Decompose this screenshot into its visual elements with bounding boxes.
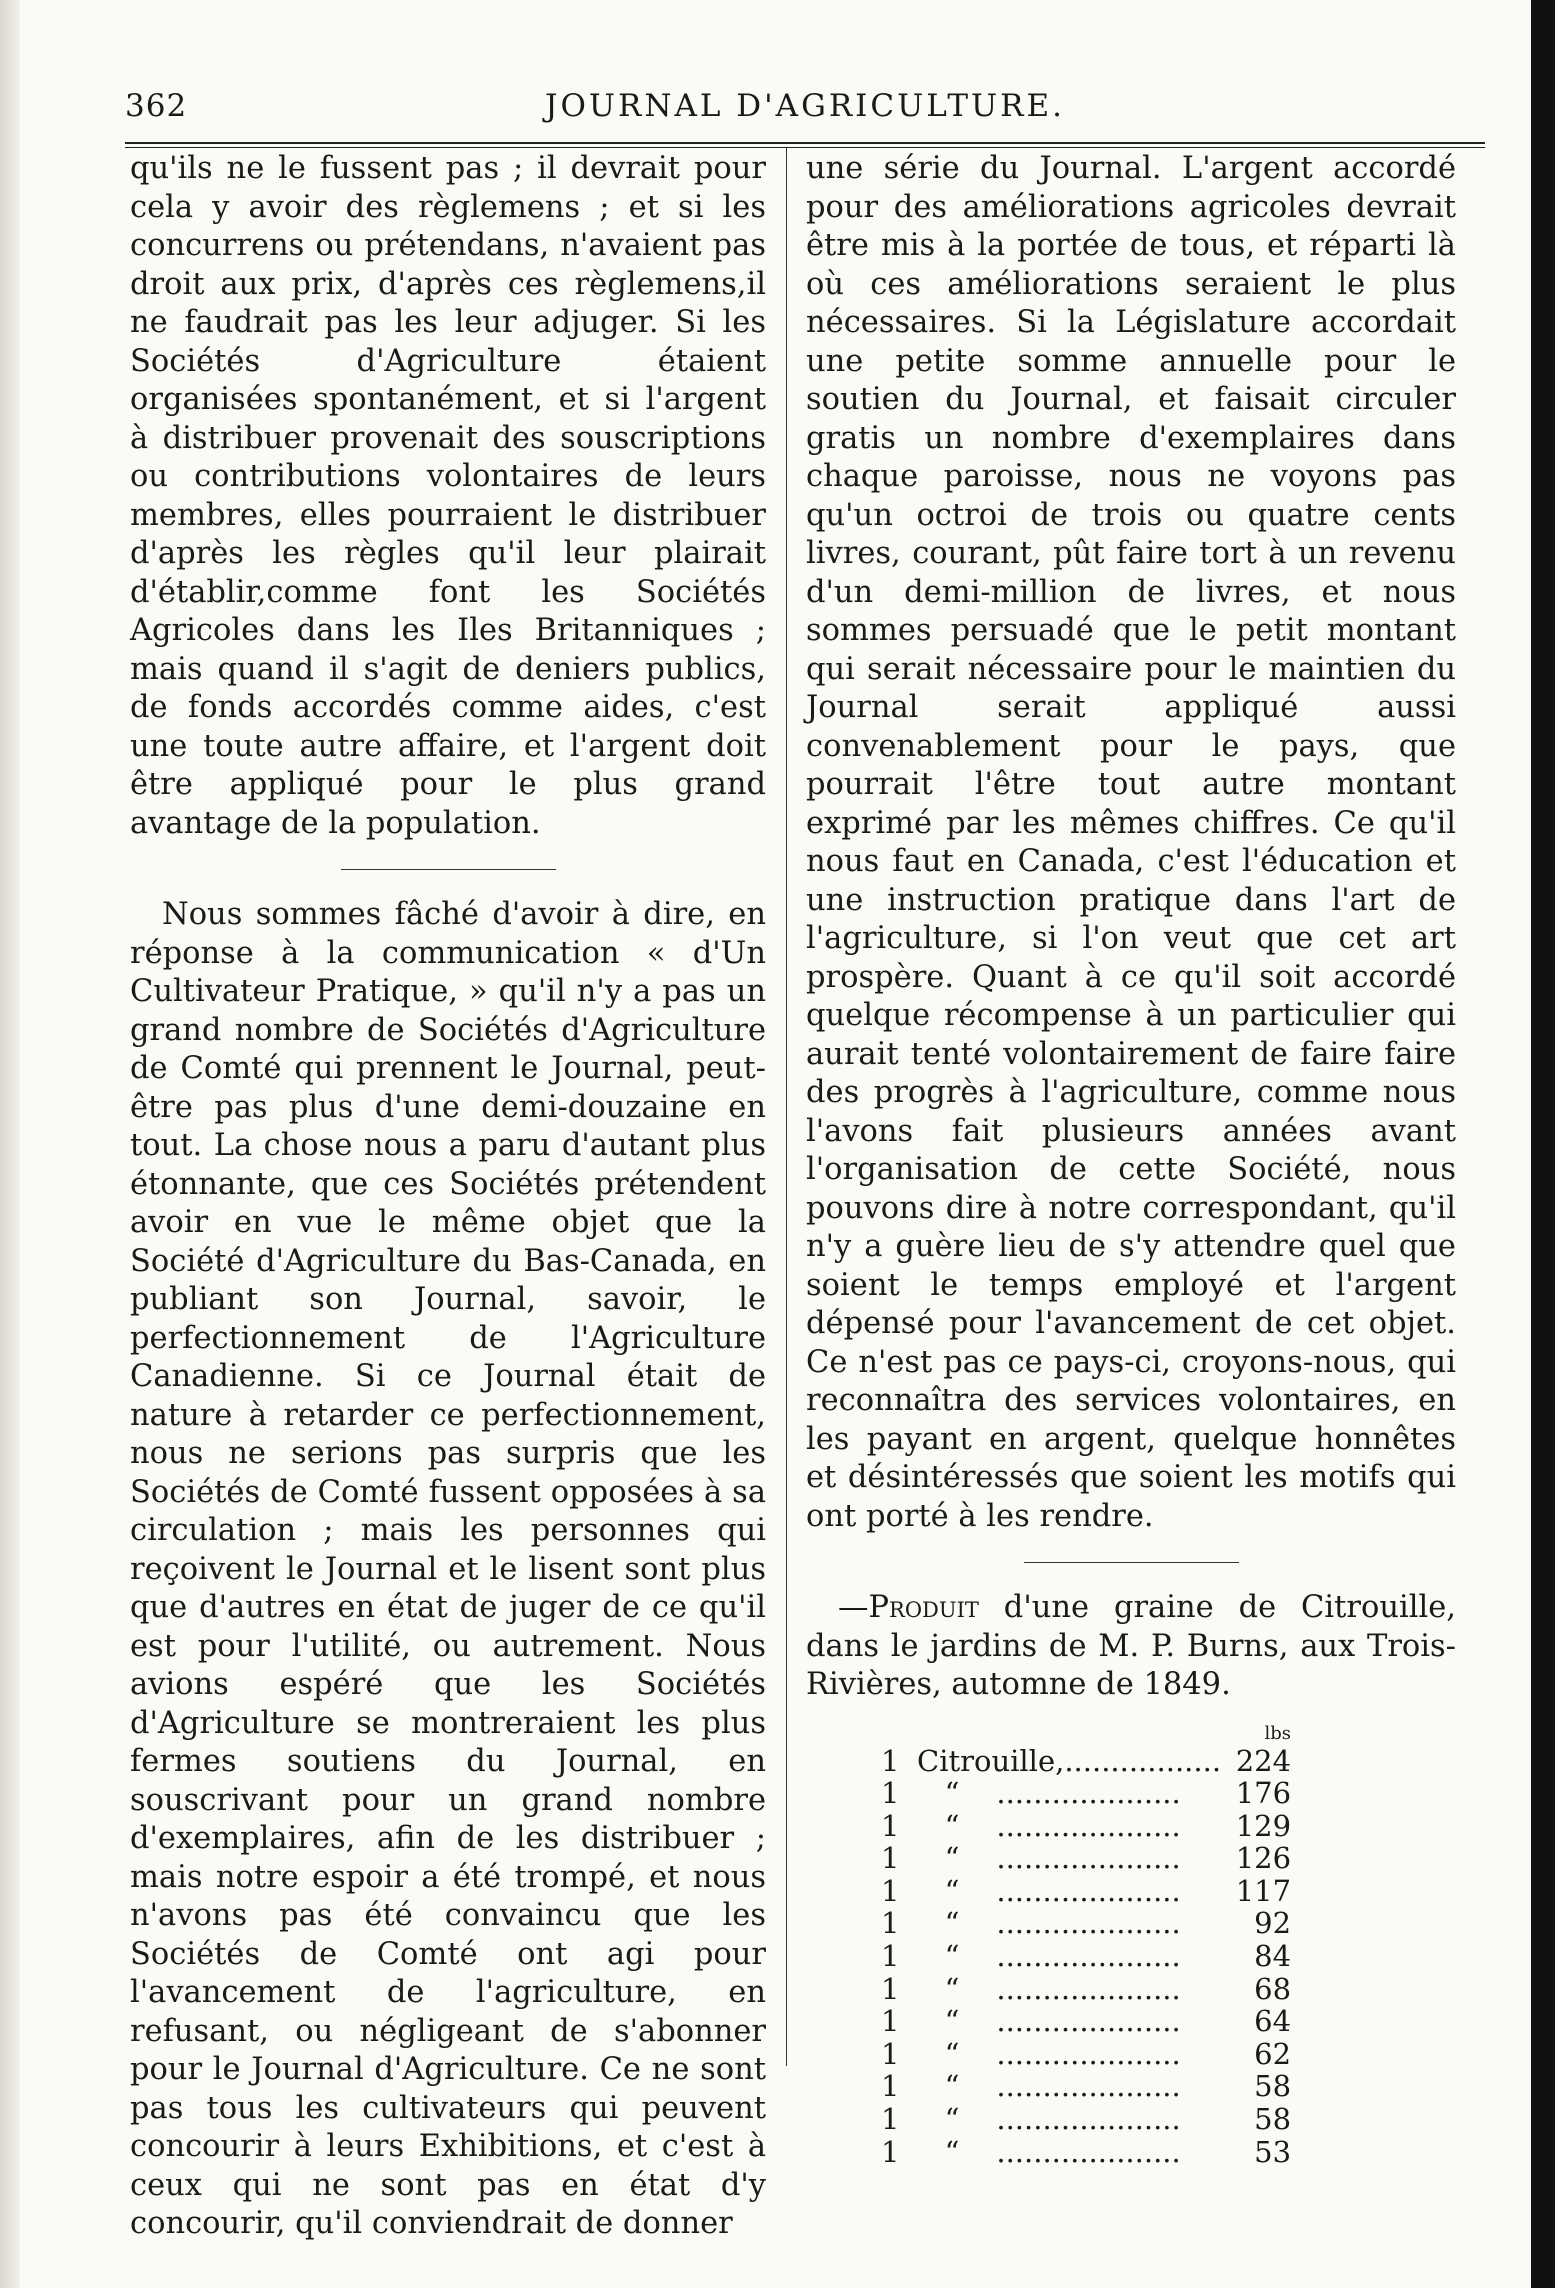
table-qty: 1: [881, 1971, 900, 2006]
table-row: [881, 1973, 1291, 2006]
table-item: “ ....................: [917, 2036, 1181, 2071]
table-weight: 126: [1235, 1841, 1292, 1876]
table-weight: 92: [1254, 1906, 1292, 1941]
page-edge-right: [1531, 0, 1555, 2288]
table-weight: 68: [1254, 1971, 1292, 2006]
table-weight: 84: [1254, 1939, 1292, 1974]
produce-heading-text: d'une graine de Citrouille, dans le jardins de M. P. Burns, aux Trois-Rivières, automne de 1849.: [806, 1590, 1456, 1702]
table-item: Citrouille,.................: [917, 1743, 1222, 1778]
table-row: [881, 1940, 1291, 1973]
table-item: “ ....................: [917, 1939, 1181, 1974]
running-title: JOURNAL D'AGRICULTURE.: [545, 88, 1065, 124]
page-number: 362: [125, 88, 188, 124]
table-weight: 58: [1254, 2069, 1292, 2104]
table-row: [881, 2136, 1291, 2169]
table-weight: 176: [1235, 1776, 1292, 1811]
produce-heading-lead: —Produit: [838, 1590, 979, 1625]
table-row: [881, 2103, 1291, 2136]
table-weight: 224: [1235, 1743, 1292, 1778]
table-item: “ ....................: [917, 1808, 1181, 1843]
table-qty: 1: [881, 2069, 900, 2104]
left-paragraph-2: Nous sommes fâché d'avoir à dire, en réponse à la communication « d'Un Cultivateur Pratique, » qu'il n'y a pas un grand nombre de Sociétés d'Agriculture de Comté qui prennent le Journal, peut-être pas plus d'une demi-douzaine en tout. La chose nous a paru d'autant plus étonnante, que ces Sociétés prétendent avoir en vue le même objet que la Société d'Agriculture du Bas-Canada, en publiant son Journal, savoir, le perfectionnement de l'Agriculture Canadienne. Si ce Journal était de nature à retarder ce perfectionnement, nous ne serions pas surpris que les Sociétés de Comté fussent opposées à sa circulation ; mais les personnes qui reçoivent le Journal et le lisent sont plus que d'autres en état de juger de ce qu'il est pour l'utilité, ou autrement. Nous avions espéré que les Sociétés d'Agriculture se montreraient les plus fermes soutiens du Journal, en souscrivant pour un grand nombre d'exemplaires, afin de les distribuer ; mais notre espoir a été trompé, et nous n'avons pas été convaincu que les Sociétés de Comté ont agi pour l'avancement de l'agriculture, en refusant, ou négligeant de s'abonner pour le Journal d'Agriculture. Ce ne sont pas tous les cultivateurs qui peuvent concourir à leurs Exhibitions, et c'est à ceux qui ne sont pas en état d'y concourir, qu'il conviendrait de donner: [130, 897, 766, 2241]
table-row: [881, 2070, 1291, 2103]
table-row: [881, 1745, 1291, 1778]
table-row: [881, 1875, 1291, 1908]
column-divider: [786, 148, 787, 2066]
table-qty: 1: [881, 1808, 900, 1843]
header-rule: [125, 142, 1485, 148]
table-weight: 64: [1254, 2004, 1292, 2039]
table-weight: 62: [1254, 2036, 1292, 2071]
table-qty: 1: [881, 1776, 900, 1811]
right-column: [806, 150, 1456, 2168]
table-item: “ ....................: [917, 1971, 1181, 2006]
table-qty: 1: [881, 1743, 900, 1778]
table-row: [881, 1907, 1291, 1940]
table-row: [881, 2005, 1291, 2038]
table-item: “ ....................: [917, 1841, 1181, 1876]
table-unit-row: [881, 1723, 1291, 1745]
table-row: [881, 1842, 1291, 1875]
table-item: “ ....................: [917, 1873, 1181, 1908]
produce-heading: [806, 1589, 1456, 1705]
right-paragraph-1: une série du Journal. L'argent accordé pour des améliorations agricoles devrait être mis à la portée de tous, et réparti là où ces améliorations seraient le plus nécessaires. Si la Législature accordait une petite somme annuelle pour le soutien du Journal, et faisait circuler gratis un nombre d'exemplaires dans chaque paroisse, nous ne voyons pas qu'un octroi de trois ou quatre cents livres, courant, pût faire tort à un revenu d'un demi-million de livres, et nous sommes persuadé que le petit montant qui serait nécessaire pour le maintien du Journal serait appliqué aussi convenablement pour le pays, que pourrait l'être tout autre montant exprimé par les mêmes chiffres. Ce qu'il nous faut en Canada, c'est l'éducation et une instruction pratique dans l'art de l'agriculture, si l'on veut que cet art prospère. Quant à ce qu'il soit accordé quelque récompense à un particulier qui aurait tenté volontairement de faire faire des progrès à l'agriculture, comme nous l'avons fait plusieurs années avant l'organisation de cette Société, nous pouvons dire à notre correspondant, qu'il n'y a guère lieu de s'y attendre quel que soient le temps employé et l'argent dépensé pour l'avancement de cet objet. Ce n'est pas ce pays-ci, croyons-nous, qui reconnaîtra des services volontaires, en les payant en argent, quelque honnêtes et désintéressés que soient les motifs qui ont porté à les rendre.: [806, 151, 1456, 1534]
table-weight: 117: [1235, 1873, 1292, 1908]
table-qty: 1: [881, 2036, 900, 2071]
section-divider-right: [1024, 1562, 1239, 1563]
unit-label: lbs: [1264, 1722, 1292, 1744]
table-qty: 1: [881, 2134, 900, 2169]
table-row: [881, 1777, 1291, 1810]
section-divider-left: [341, 869, 556, 870]
table-row: [881, 1810, 1291, 1843]
table-qty: 1: [881, 2102, 900, 2137]
produce-table: [881, 1723, 1291, 2169]
page-header: [125, 88, 1485, 138]
table-qty: 1: [881, 1841, 900, 1876]
table-item: “ ....................: [917, 1906, 1181, 1941]
table-item: “ ....................: [917, 1776, 1181, 1811]
page-edge-left: [0, 0, 20, 2288]
left-paragraph-1: qu'ils ne le fussent pas ; il devrait pour cela y avoir des règlemens ; et si les concurrens ou prétendans, n'avaient pas droit aux prix, d'après ces règlemens,il ne faudrait pas les leur adjuger. Si les Sociétés d'Agriculture étaient organisées spontanément, et si l'argent à distribuer provenait des souscriptions ou contributions volontaires de leurs membres, elles pourraient le distribuer d'après les règles qu'il leur plairait d'établir,comme font les Sociétés Agricoles dans les Iles Britanniques ; mais quand il s'agit de deniers publics, de fonds accordés comme aides, c'est une toute autre affaire, et l'argent doit être appliqué pour le plus grand avantage de la population.: [130, 151, 766, 841]
table-qty: 1: [881, 1873, 900, 1908]
left-column: [130, 150, 766, 2244]
table-qty: 1: [881, 1939, 900, 1974]
table-item: “ ....................: [917, 2102, 1181, 2137]
table-qty: 1: [881, 2004, 900, 2039]
table-item: “ ....................: [917, 2134, 1181, 2169]
table-item: “ ....................: [917, 2004, 1181, 2039]
table-weight: 53: [1254, 2134, 1292, 2169]
table-qty: 1: [881, 1906, 900, 1941]
table-weight: 58: [1254, 2102, 1292, 2137]
table-item: “ ....................: [917, 2069, 1181, 2104]
table-weight: 129: [1235, 1808, 1292, 1843]
table-row: [881, 2038, 1291, 2071]
